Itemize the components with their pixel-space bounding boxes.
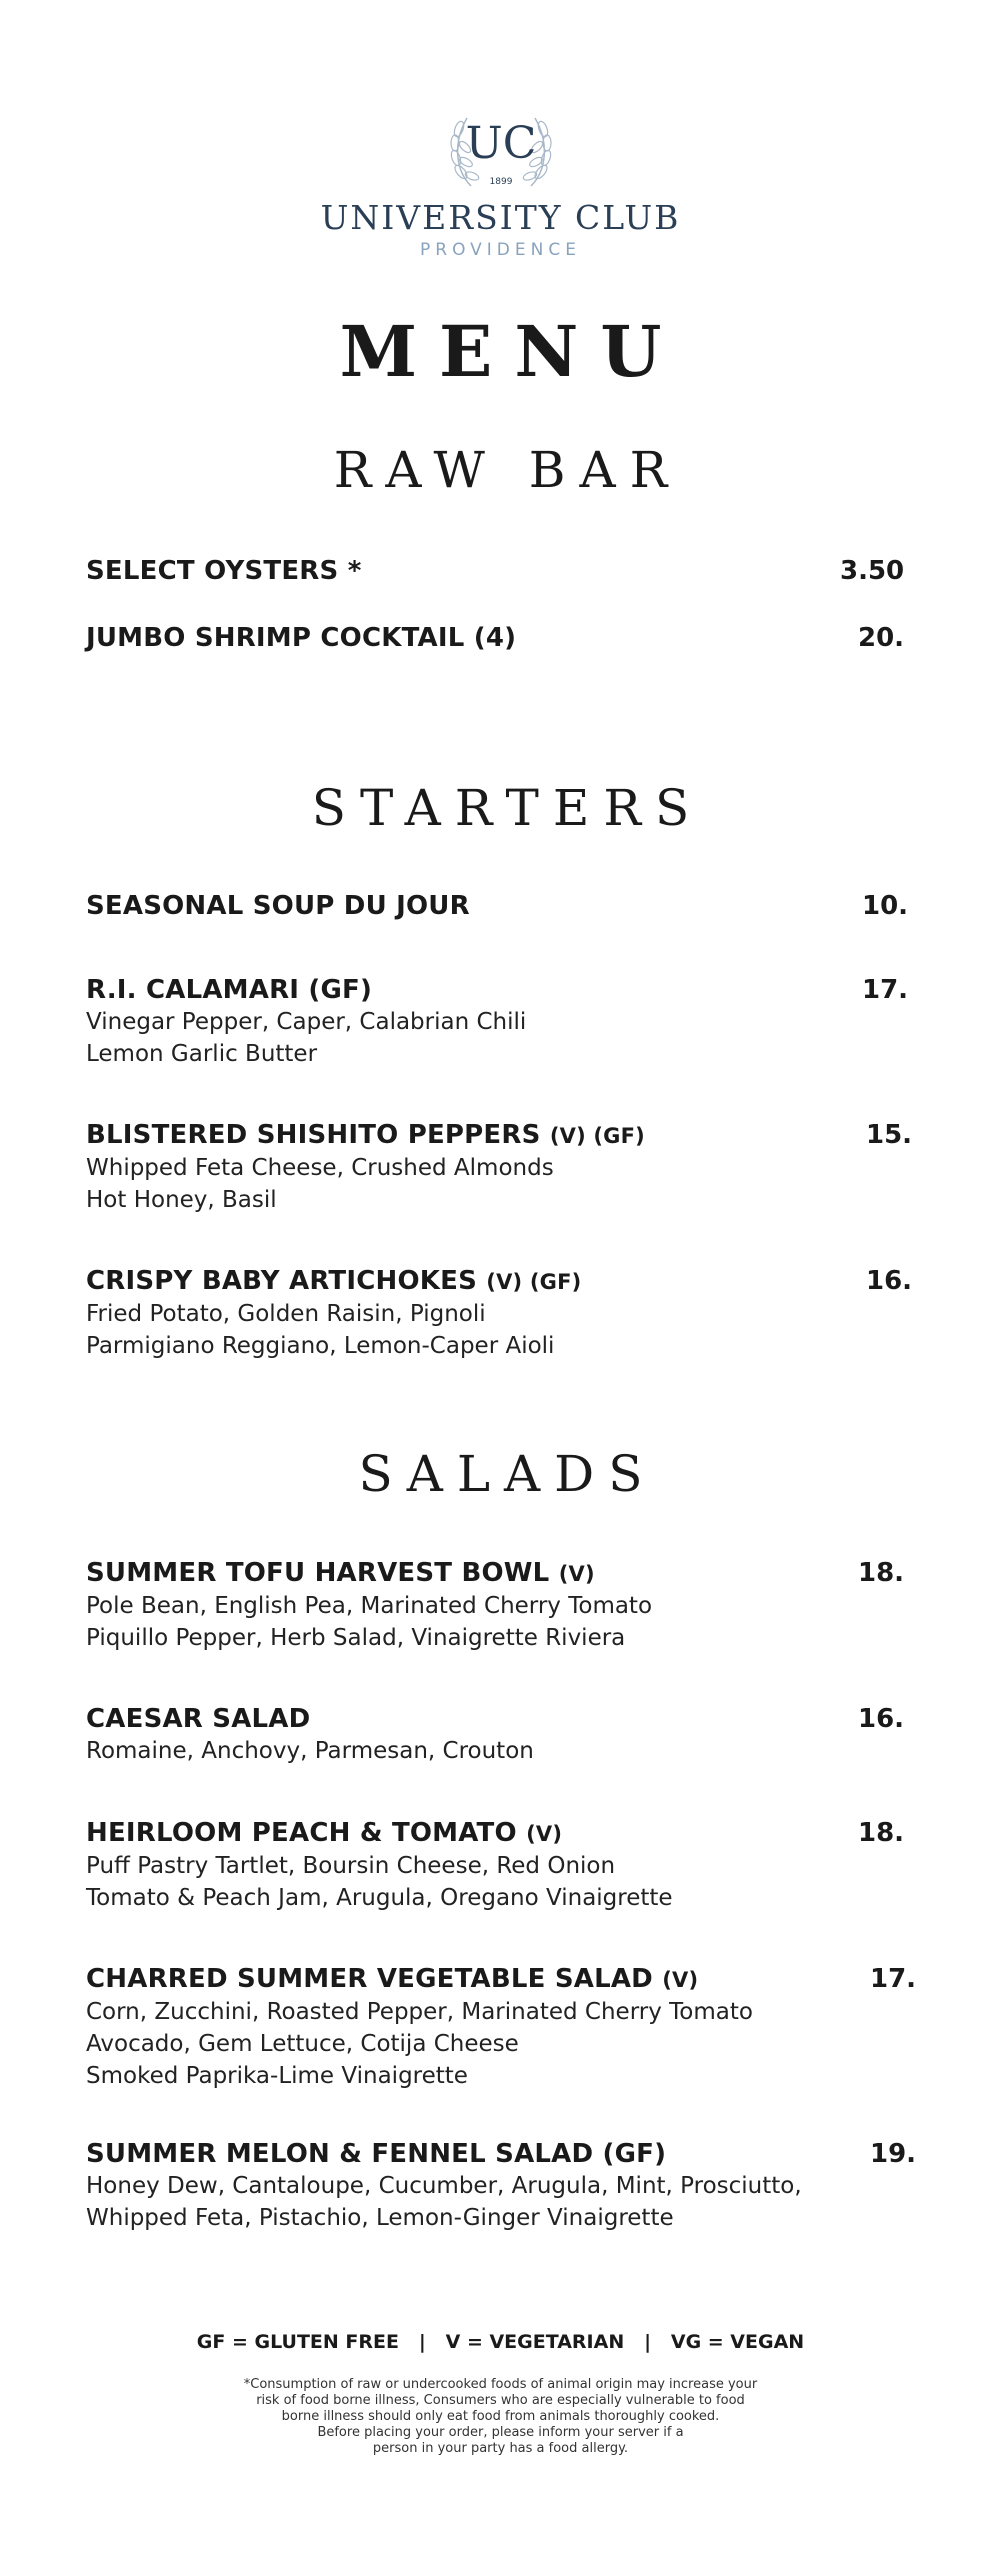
item-description: Whipped Feta Cheese, Crushed Almonds bbox=[86, 1155, 554, 1181]
item-price: 18. bbox=[858, 1818, 905, 1848]
item-price: 19. bbox=[870, 2139, 917, 2169]
dietary-legend: GF = GLUTEN FREE | V = VEGETARIAN | VG = VEGAN bbox=[196, 2331, 805, 2353]
item-name: SELECT OYSTERS * bbox=[86, 556, 362, 586]
item-price: 16. bbox=[866, 1266, 913, 1296]
item-price: 10. bbox=[862, 891, 909, 921]
item-name: SUMMER MELON & FENNEL SALAD (GF) bbox=[86, 2139, 667, 2169]
logo-club-name: UNIVERSITY CLUB bbox=[320, 198, 681, 237]
menu-item bbox=[86, 1963, 917, 2092]
item-description: Parmigiano Reggiano, Lemon-Caper Aioli bbox=[86, 1333, 555, 1359]
item-description: Hot Honey, Basil bbox=[86, 1187, 277, 1213]
item-name: R.I. CALAMARI (GF) bbox=[86, 975, 373, 1005]
dietary-tag: (V) bbox=[662, 1968, 699, 1992]
disclaimer-line: *Consumption of raw or undercooked foods of animal origin may increase your bbox=[243, 2377, 758, 2392]
item-description: Piquillo Pepper, Herb Salad, Vinaigrette Riviera bbox=[86, 1625, 626, 1651]
item-description: Puff Pastry Tartlet, Boursin Cheese, Red Onion bbox=[86, 1853, 616, 1879]
dietary-tag: (V) (GF) bbox=[549, 1124, 645, 1148]
section-title-raw-bar: RAW BAR bbox=[333, 441, 682, 499]
monogram-text: UC bbox=[465, 118, 536, 169]
item-name: CRISPY BABY ARTICHOKES (V) (GF) bbox=[86, 1266, 582, 1296]
item-price: 17. bbox=[862, 975, 909, 1005]
menu-item bbox=[86, 1817, 908, 1914]
section-title-salads: SALADS bbox=[358, 1445, 657, 1503]
item-description: Fried Potato, Golden Raisin, Pignoli bbox=[86, 1301, 486, 1327]
item-name: CAESAR SALAD bbox=[86, 1704, 311, 1734]
item-name: CHARRED SUMMER VEGETABLE SALAD (V) bbox=[86, 1964, 699, 1994]
item-name: SEASONAL SOUP DU JOUR bbox=[86, 891, 470, 921]
item-name: JUMBO SHRIMP COCKTAIL (4) bbox=[86, 623, 517, 653]
logo-year: 1899 bbox=[489, 177, 512, 187]
item-description: Honey Dew, Cantaloupe, Cucumber, Arugula, Mint, Prosciutto, bbox=[86, 2173, 802, 2199]
disclaimer-line: Before placing your order, please inform your server if a bbox=[317, 2425, 684, 2440]
item-description: Corn, Zucchini, Roasted Pepper, Marinated Cherry Tomato bbox=[86, 1999, 753, 2025]
disclaimer-line: borne illness should only eat food from animals thoroughly cooked. bbox=[281, 2409, 720, 2424]
item-price: 17. bbox=[870, 1964, 917, 1994]
menu-item bbox=[86, 622, 908, 654]
menu-title: MENU bbox=[339, 310, 684, 393]
club-logo bbox=[0, 98, 1001, 260]
menu-item bbox=[86, 2138, 917, 2234]
section-title-starters: STARTERS bbox=[311, 779, 704, 837]
disclaimer-line: person in your party has a food allergy. bbox=[372, 2441, 629, 2456]
menu-item bbox=[86, 890, 908, 922]
item-description: Tomato & Peach Jam, Arugula, Oregano Vinaigrette bbox=[86, 1885, 673, 1911]
item-description: Smoked Paprika-Lime Vinaigrette bbox=[86, 2063, 468, 2089]
menu-item bbox=[86, 974, 908, 1070]
dietary-tag: (V) (GF) bbox=[486, 1270, 582, 1294]
food-safety-disclaimer bbox=[0, 2377, 1001, 2457]
dietary-tag: (V) bbox=[558, 1562, 595, 1586]
item-description: Pole Bean, English Pea, Marinated Cherry Tomato bbox=[86, 1593, 653, 1619]
item-description: Whipped Feta, Pistachio, Lemon-Ginger Vinaigrette bbox=[86, 2205, 674, 2231]
item-price: 18. bbox=[858, 1558, 905, 1588]
item-description: Romaine, Anchovy, Parmesan, Crouton bbox=[86, 1738, 534, 1764]
item-price: 15. bbox=[866, 1120, 913, 1150]
menu-item bbox=[86, 1265, 913, 1362]
item-price: 20. bbox=[858, 623, 905, 653]
menu-item bbox=[86, 1557, 908, 1654]
disclaimer-line: risk of food borne illness, Consumers who are especially vulnerable to food bbox=[256, 2393, 745, 2408]
logo-city: PROVIDENCE bbox=[420, 240, 581, 260]
dietary-tag: (V) bbox=[526, 1822, 563, 1846]
item-price: 3.50 bbox=[840, 556, 905, 586]
menu-item bbox=[86, 1119, 913, 1216]
monogram-laurel-icon bbox=[441, 98, 561, 198]
menu-item bbox=[86, 1703, 908, 1767]
item-description: Vinegar Pepper, Caper, Calabrian Chili bbox=[86, 1009, 527, 1035]
item-description: Lemon Garlic Butter bbox=[86, 1041, 318, 1067]
menu-item bbox=[86, 555, 908, 587]
item-description: Avocado, Gem Lettuce, Cotija Cheese bbox=[86, 2031, 519, 2057]
item-price: 16. bbox=[858, 1704, 905, 1734]
item-name: HEIRLOOM PEACH & TOMATO (V) bbox=[86, 1818, 563, 1848]
item-name: SUMMER TOFU HARVEST BOWL (V) bbox=[86, 1558, 595, 1588]
item-name: BLISTERED SHISHITO PEPPERS (V) (GF) bbox=[86, 1120, 645, 1150]
